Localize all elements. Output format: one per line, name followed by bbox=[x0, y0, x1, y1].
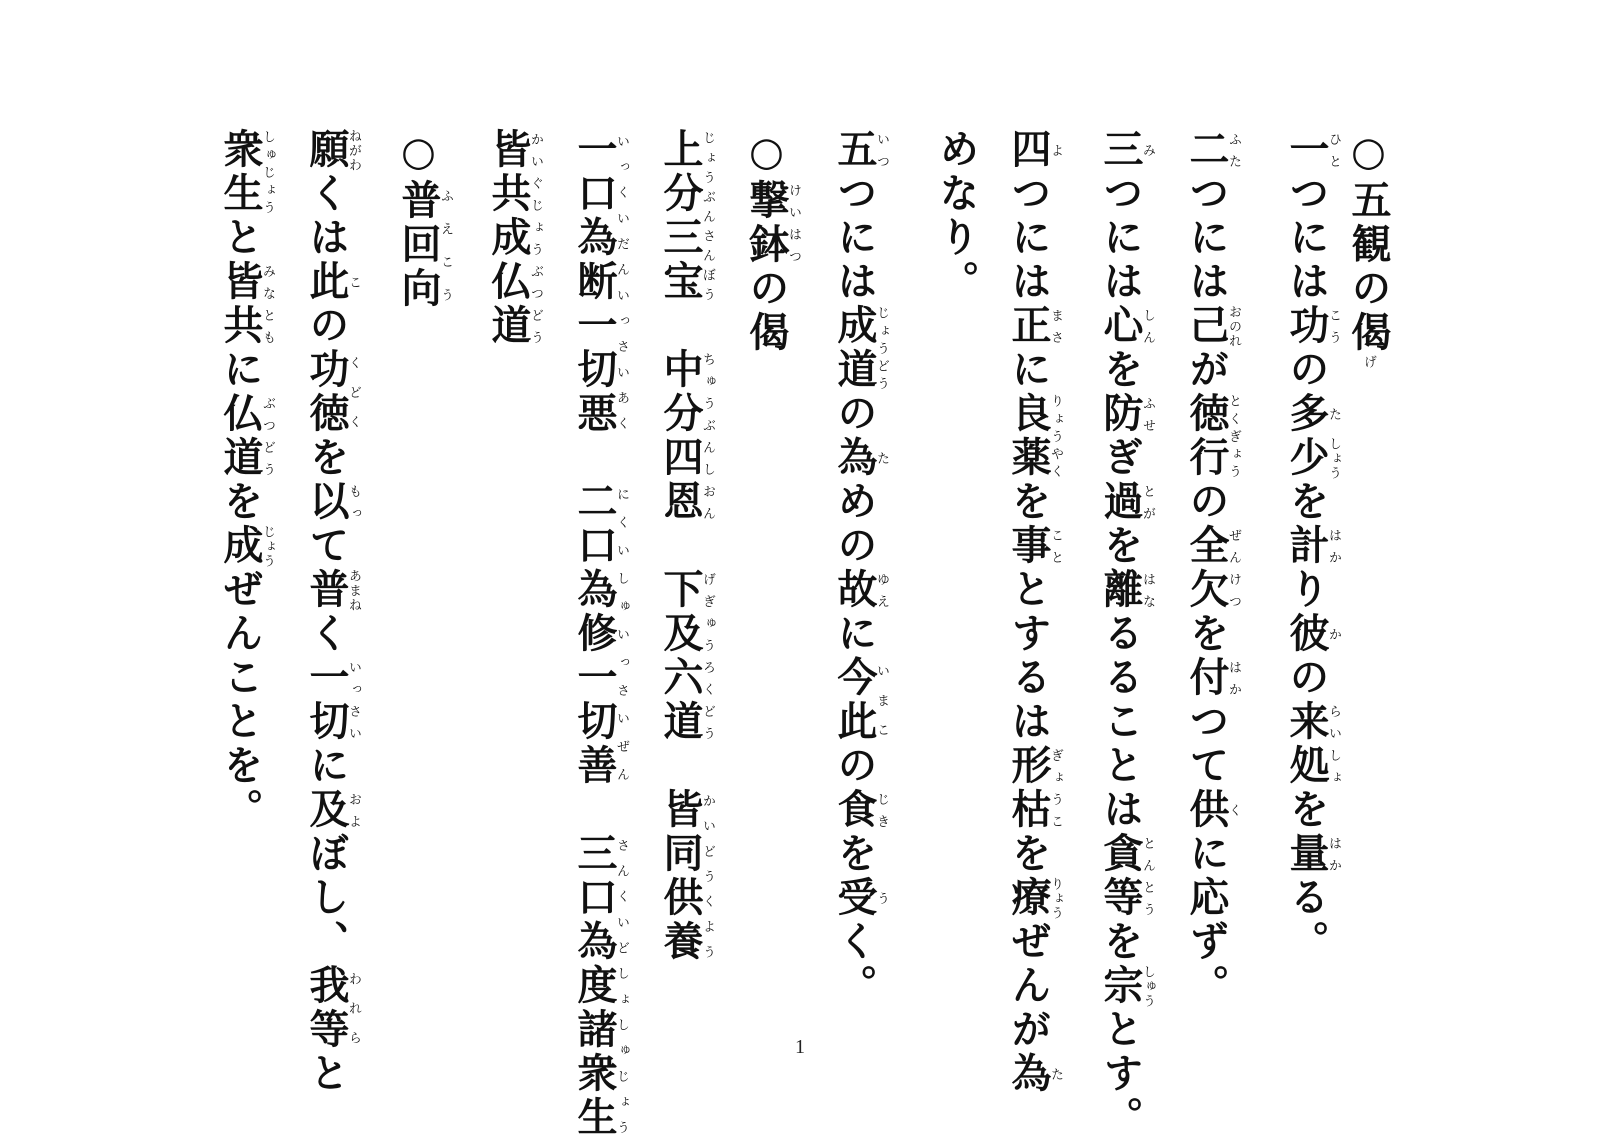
keihatsu-line-1: 上分三宝じょうぶんさんぼう 中分四恩ちゅうぶんしおん 下及六道げぎゅうろくどう 皆同供養かいどうくよう bbox=[657, 128, 715, 964]
fuekou-title: ○普回向ふえこう bbox=[395, 128, 453, 311]
keihatsu-line-2: 一口為断一切悪いっくいだんいっさいあく 二口為修一切善にくいしゅいっさいぜん 三口為度諸衆生さんくいどしょしゅじょう bbox=[571, 128, 629, 1140]
gokan-title: ○五観の偈げ bbox=[1345, 128, 1392, 372]
gokan-line-1: 一ひとつには功こうの多た少しょうを計はかり彼かの来処らいしょを量はかる。 bbox=[1283, 128, 1341, 964]
fuekou-line-2: 衆生しゅじょうと皆共みなともに仏道ぶつどうを成じょうぜんことを。 bbox=[217, 128, 275, 832]
gokan-line-4b: めなり。 bbox=[933, 128, 980, 304]
gokan-line-3: 三みつには心しんを防ふせぎ過とがを離はなるることは貪等とんとうを宗しゅうとす。 bbox=[1097, 128, 1155, 1140]
gokan-title-ruby: げ bbox=[1361, 355, 1376, 372]
keihatsu-line-3: 皆共成仏道かいぐじょうぶつどう bbox=[485, 128, 543, 348]
gokan-line-4a: 四よつには正まさに良薬りょうやくを事こととするは形枯ぎょうこを療りょうぜんが為た bbox=[1005, 128, 1063, 1096]
gokan-line-5: 五いつつには成道じょうどうの為ための故ゆえに今此いまこの食じきを受うく。 bbox=[831, 128, 889, 1008]
gokan-line-2: 二ふたつには己おのれが徳行とくぎょうの全欠ぜんけつを付はかつて供くに応ず。 bbox=[1183, 128, 1241, 1008]
keihatsu-title: ○撃鉢けいはつの偈 bbox=[743, 128, 801, 355]
page-number: 1 bbox=[795, 1036, 805, 1058]
fuekou-line-1: 願ねがわくは此この功徳くどくを以もって普あまねく一切いっさいに及およぼし、我等われらと bbox=[303, 128, 361, 1096]
